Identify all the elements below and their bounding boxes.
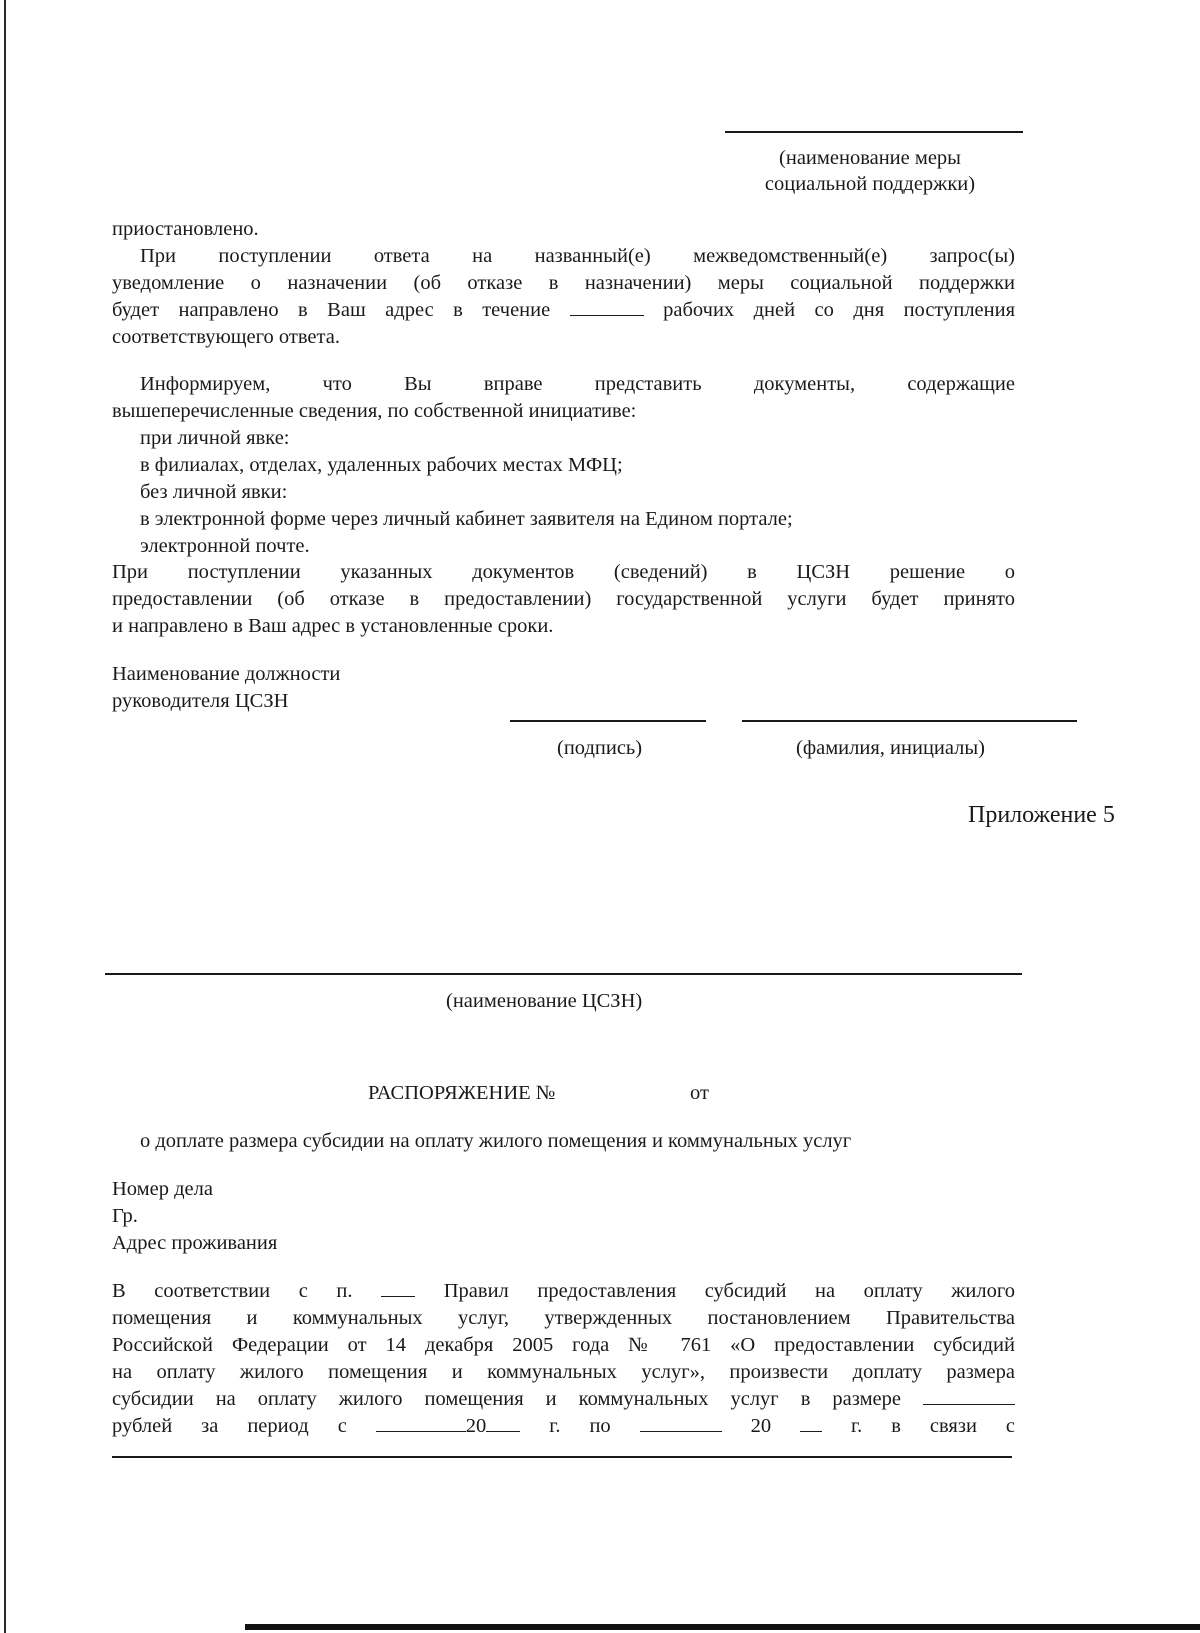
paragraph-answer-l2: уведомление о назначении (об отказе в назначении) меры социальной поддержки <box>112 272 1015 294</box>
year-prefix-to: 20 <box>750 1415 772 1437</box>
for-word: за <box>201 1415 219 1437</box>
case-number-label: Номер дела <box>112 1178 213 1200</box>
amount-blank <box>923 1386 1015 1405</box>
body-line-6 <box>112 1413 1015 1440</box>
amount-text: субсидии на оплату жилого помещения и коммунальных услуг в размере <box>112 1388 901 1410</box>
date-to-blank <box>640 1413 722 1432</box>
body-line-2: помещения и коммунальных услуг, утвержденных постановлением Правительства <box>112 1307 1015 1329</box>
address-label: Адрес проживания <box>112 1232 278 1254</box>
org-name-line <box>105 973 1022 975</box>
order-title: РАСПОРЯЖЕНИЕ № <box>368 1082 556 1104</box>
list-item: без личной явки: <box>140 481 288 503</box>
date-from-field <box>376 1415 521 1437</box>
signature-line <box>510 720 706 722</box>
rubles-word: рублей <box>112 1415 173 1437</box>
period-word: период <box>247 1415 309 1437</box>
name-caption: (фамилия, инициалы) <box>796 737 985 759</box>
citizen-label: Гр. <box>112 1205 138 1227</box>
appendix-label: Приложение 5 <box>968 802 1115 828</box>
list-item: в филиалах, отделах, удаленных рабочих местах МФЦ; <box>140 454 623 476</box>
with-word: с <box>1005 1415 1015 1437</box>
list-item: электронной почте. <box>140 535 310 557</box>
order-subject: о доплате размера субсидии на оплату жилого помещения и коммунальных услуг <box>140 1130 852 1152</box>
position-label-l1: Наименование должности <box>112 663 341 685</box>
body-line-4: на оплату жилого помещения и коммунальных услуг», произвести доплату размера <box>112 1361 1015 1383</box>
clause-blank <box>381 1278 415 1297</box>
paragraph-inform-l1: Информируем, что Вы вправе представить документы, содержащие <box>140 373 1015 395</box>
signature-caption: (подпись) <box>557 737 643 759</box>
rules-text: Правил предоставления субсидий на оплату жилого <box>443 1280 1016 1302</box>
measure-caption-line1: (наименование меры <box>779 147 961 169</box>
connection-word: связи <box>929 1415 977 1437</box>
paragraph-inform-l2: вышеперечисленные сведения, по собственной инициативе: <box>112 400 637 422</box>
paragraph-answer-l4: соответствующего ответа. <box>112 326 340 348</box>
measure-caption <box>700 145 1040 197</box>
in-word: в <box>891 1415 901 1437</box>
paragraph-answer-l1: При поступлении ответа на названный(е) межведомственный(е) запрос(ы) <box>140 245 1015 267</box>
list-item: при личной явке: <box>140 427 290 449</box>
suspended-text: приостановлено. <box>112 218 259 240</box>
body-line-5 <box>112 1386 1015 1413</box>
paragraph-decision-l1: При поступлении указанных документов (сведений) в ЦСЗН решение о <box>112 561 1015 583</box>
date-from-blank <box>376 1413 466 1432</box>
body-line-3: Российской Федерации от 14 декабря 2005 года № 761 «О предоставлении субсидий <box>112 1334 1015 1356</box>
measure-caption-line2: социальной поддержки) <box>764 173 976 195</box>
body-line-1 <box>112 1278 1015 1305</box>
paragraph-answer-l3 <box>112 297 1015 324</box>
to-word: по <box>589 1415 611 1437</box>
year-from-blank <box>486 1413 520 1432</box>
list-item: в электронной форме через личный кабинет заявителя на Едином портале; <box>140 508 793 530</box>
year-prefix-from: 20 <box>465 1415 487 1437</box>
scan-bottom-edge <box>245 1624 1200 1630</box>
year-to-blank <box>800 1413 822 1432</box>
term-text: будет направлено в Ваш адрес в течение <box>112 299 551 321</box>
year-abbr-from: г. <box>549 1415 561 1437</box>
reason-line <box>112 1456 1012 1458</box>
order-date-label: от <box>690 1082 709 1104</box>
position-label-l2: руководителя ЦСЗН <box>112 690 289 712</box>
days-blank <box>570 297 644 316</box>
from-word: с <box>337 1415 347 1437</box>
paragraph-decision-l3: и направлено в Ваш адрес в установленные сроки. <box>112 615 554 637</box>
paragraph-decision-l2: предоставлении (об отказе в предоставлении) государственной услуги будет принято <box>112 588 1015 610</box>
accordance-text: В соответствии с п. <box>112 1280 353 1302</box>
scan-left-edge <box>4 0 6 1633</box>
org-caption: (наименование ЦСЗН) <box>446 990 643 1012</box>
year-abbr-to: г. <box>851 1415 863 1437</box>
days-text: рабочих дней со дня поступления <box>663 299 1016 321</box>
name-line <box>742 720 1077 722</box>
measure-name-line <box>725 131 1023 133</box>
